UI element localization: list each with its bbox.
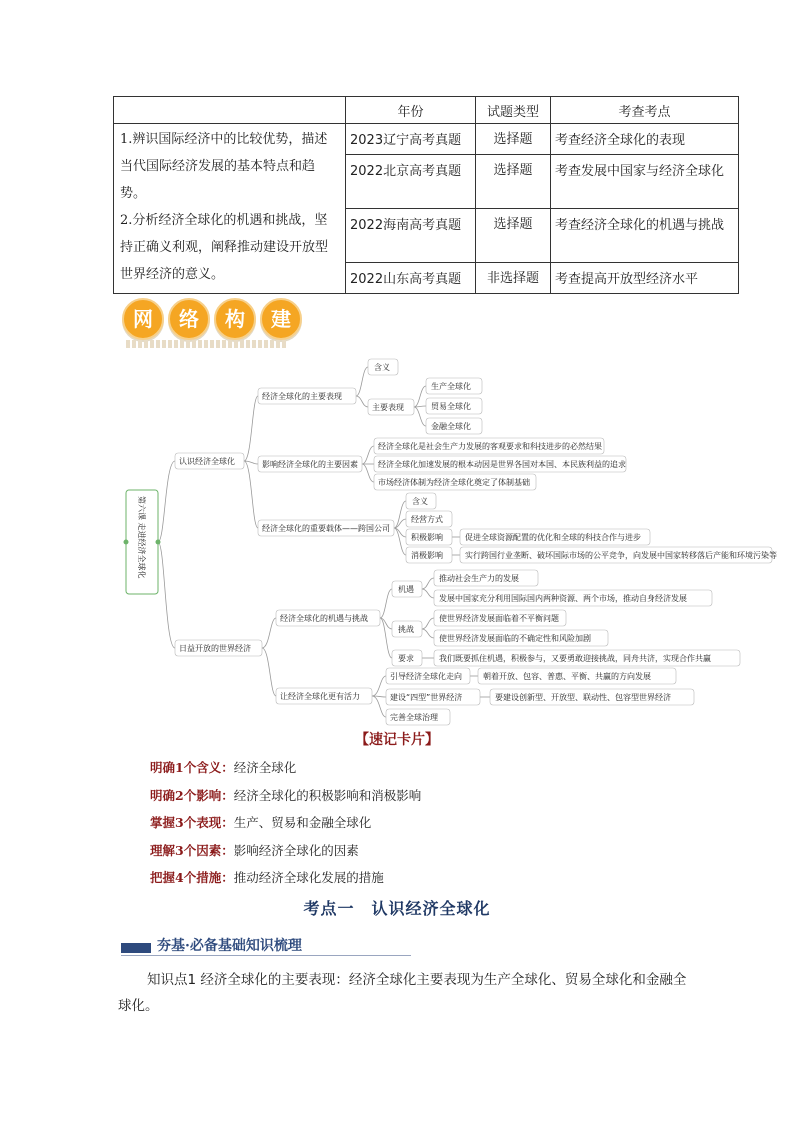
mm-node: 主要表现	[372, 403, 404, 412]
card-text: 经济全球化	[233, 760, 297, 775]
network-title	[122, 298, 302, 340]
section-band-bar	[121, 943, 151, 953]
card-text: 影响经济全球化的因素	[233, 842, 359, 858]
knowledge-lead: 知识点1 经济全球化的主要表现：	[147, 972, 349, 988]
kaodian-title: 考点一 认识经济全球化	[303, 899, 491, 918]
requirement-2: 2.分析经济全球化的机遇和挑战，坚持正确义利观，阐释推动建设开放型世界经济的意义。	[120, 213, 329, 282]
list-item	[150, 841, 421, 869]
mm-node: 含义	[412, 497, 428, 506]
mm-node: 机遇	[398, 585, 414, 594]
mm-node: 含义	[374, 363, 390, 372]
table-row-type: 选择题	[476, 155, 551, 209]
mm-node: 影响经济全球化的主要因素	[262, 460, 358, 469]
table-row-year: 2022海南高考真题	[346, 209, 476, 263]
knowledge-body: 经济全球化主要表现为生产全球化、贸易全球化和金融全球化。	[118, 972, 687, 1014]
network-title-char: 建	[260, 298, 302, 340]
mm-node: 经济全球化是社会生产力发展的客观要求和科技进步的必然结果	[378, 442, 602, 451]
mind-map-root-label: 第六课 走进经济全球化	[137, 496, 146, 579]
table-header-year: 年份	[346, 97, 476, 124]
section-band-title: 夯基·必备基础知识梳理	[157, 938, 302, 954]
mm-node: 挑战	[398, 625, 414, 634]
card-label: 明确1个含义：	[150, 760, 234, 775]
mm-node: 积极影响	[411, 533, 443, 542]
card-label: 明确2个影响：	[150, 787, 234, 803]
mm-node: 实行跨国行业垄断、破坏国际市场的公平竞争，向发展中国家转移落后产能和环境污染等	[465, 551, 777, 560]
mind-map-nodes	[175, 359, 772, 725]
exam-table	[113, 96, 739, 294]
network-title-char: 构	[214, 298, 256, 340]
mm-node: 经济全球化的机遇与挑战	[280, 614, 368, 623]
mm-node: 完善全球治理	[390, 713, 438, 722]
mm-node: 推动社会生产力的发展	[439, 574, 519, 583]
mm-node: 认识经济全球化	[179, 457, 235, 466]
table-row-point: 考查发展中国家与经济全球化	[551, 155, 739, 209]
mm-node: 金融全球化	[431, 422, 471, 431]
mm-node: 经济全球化加速发展的根本动因是世界各国对本国、本民族利益的追求	[378, 460, 626, 469]
list-item	[150, 786, 421, 814]
mind-map-connectors	[158, 367, 490, 717]
mm-node: 使世界经济发展面临的不确定性和风险加剧	[439, 634, 591, 643]
mm-node: 使世界经济发展面临着不平衡问题	[439, 614, 559, 623]
mm-node: 促进全球资源配置的优化和全球的科技合作与进步	[465, 533, 641, 542]
speed-card-list	[150, 758, 421, 896]
table-row-point: 考查经济全球化的表现	[551, 124, 739, 155]
mm-node: 我们既要抓住机遇，积极参与，又要勇敢迎接挑战，同舟共济，实现合作共赢	[439, 654, 711, 663]
network-title-char: 网	[122, 298, 164, 340]
table-header-type: 试题类型	[476, 97, 551, 124]
table-header-blank	[114, 97, 346, 124]
table-row-type: 选择题	[476, 209, 551, 263]
table-row-point: 考查提高开放型经济水平	[551, 263, 739, 294]
mm-node: 朝着开放、包容、普惠、平衡、共赢的方向发展	[483, 672, 651, 681]
mm-node: 经济全球化的重要载体——跨国公司	[262, 524, 390, 533]
section-band	[121, 935, 411, 957]
card-label: 理解3个因素：	[150, 842, 234, 858]
mm-node: 日益开放的世界经济	[179, 644, 251, 653]
speed-card-title: 【速记卡片】	[355, 732, 439, 748]
mm-node: 消极影响	[411, 551, 443, 560]
mm-node: 发展中国家充分利用国际国内两种资源、两个市场，推动自身经济发展	[439, 594, 687, 603]
requirements-cell	[114, 124, 346, 294]
mind-map-labels	[179, 362, 777, 722]
mm-node: 引导经济全球化走向	[390, 672, 462, 681]
table-header-point: 考查考点	[551, 97, 739, 124]
mm-node: 经营方式	[411, 515, 443, 524]
mind-map	[0, 350, 794, 730]
card-label: 掌握3个表现：	[150, 815, 234, 830]
mm-node: 经济全球化的主要表现	[262, 392, 342, 401]
requirement-1: 1.辨识国际经济中的比较优势，描述当代国际经济发展的基本特点和趋势。	[120, 132, 328, 201]
mm-node: 要求	[398, 654, 414, 663]
mind-map-root	[124, 490, 161, 594]
section-band-rule	[121, 955, 411, 956]
card-text: 推动经济全球化发展的措施	[233, 870, 384, 885]
network-title-decoration	[126, 340, 286, 348]
mm-node: 市场经济体制为经济全球化奠定了体制基础	[378, 478, 530, 487]
knowledge-paragraph	[118, 967, 698, 1019]
mm-node: 让经济全球化更有活力	[280, 692, 360, 701]
card-text: 生产、贸易和金融全球化	[233, 815, 372, 830]
mm-node: 建设“四型”世界经济	[390, 693, 463, 702]
table-row-year: 2022北京高考真题	[346, 155, 476, 209]
list-item	[150, 813, 421, 841]
table-row-point: 考查经济全球化的机遇与挑战	[551, 209, 739, 263]
card-text: 经济全球化的积极影响和消极影响	[233, 787, 422, 803]
list-item	[150, 868, 421, 896]
list-item	[150, 758, 421, 786]
mm-node: 贸易全球化	[431, 402, 471, 411]
network-title-char: 络	[168, 298, 210, 340]
table-row-type: 非选择题	[476, 263, 551, 294]
table-row-type: 选择题	[476, 124, 551, 155]
mm-node: 生产全球化	[431, 382, 471, 391]
mm-node: 要建设创新型、开放型、联动性、包容型世界经济	[495, 693, 671, 702]
card-label: 把握4个措施：	[150, 870, 234, 885]
table-row-year: 2023辽宁高考真题	[346, 124, 476, 155]
table-row-year: 2022山东高考真题	[346, 263, 476, 294]
